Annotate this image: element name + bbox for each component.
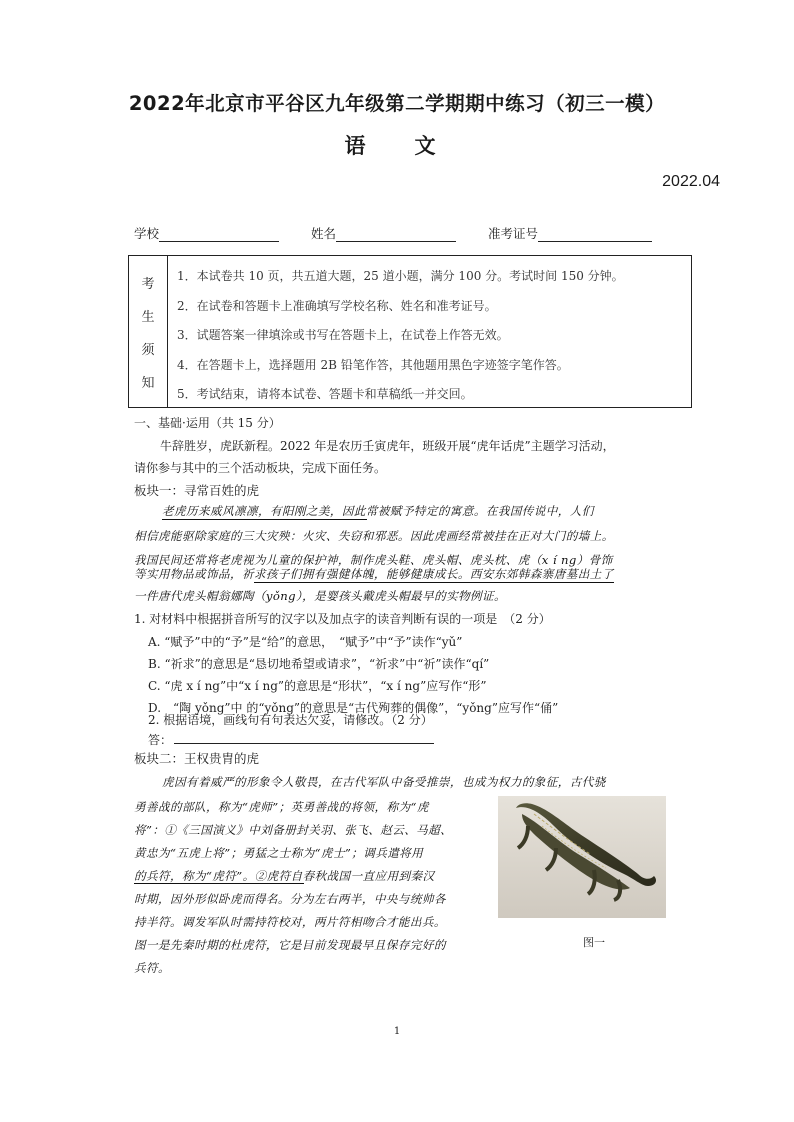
name-label: 姓名 [311, 226, 337, 241]
student-info-row [134, 224, 664, 242]
answer-blank[interactable] [174, 743, 434, 744]
notice-label-char: 生 [141, 309, 155, 325]
school-blank[interactable] [159, 227, 279, 242]
school-field[interactable] [134, 224, 279, 242]
exam-id-label: 准考证号 [488, 226, 539, 241]
figure-caption: 图一 [583, 936, 605, 949]
passage-line: 黄忠为“五虎上将”；勇猛之士称为“虎士”；调兵遣将用 [134, 846, 424, 860]
notice-items [177, 262, 687, 410]
notice-label-char: 考 [141, 276, 155, 292]
option-a[interactable]: A. “赋予”中的“予”是“给”的意思， “赋予”中“予”读作“yǔ” [148, 635, 463, 649]
name-blank[interactable] [336, 227, 456, 242]
option-d[interactable]: D. “陶 yǒng”中 的“yǒng”的意思是“古代殉葬的偶像”，“yǒng”应写作“俑” [148, 701, 559, 715]
passage-line: 的兵符，称为“虎符”。②虎符自春秋战国一直应用到秦汉 [134, 869, 435, 883]
section-heading: 一、基础·运用（共 15 分） [134, 416, 281, 430]
block-title: 板块二：王权贵胄的虎 [134, 751, 260, 766]
name-field[interactable] [311, 224, 456, 242]
exam-id-field[interactable] [488, 224, 652, 242]
block-title: 板块一：寻常百姓的虎 [134, 483, 260, 498]
intro-text: 请你参与其中的三个活动板块，完成下面任务。 [134, 461, 387, 475]
notice-item: 3．试题答案一律填涂或书写在答题卡上，在试卷上作答无效。 [177, 328, 509, 342]
intro-text: 牛辞胜岁，虎跃新程。2022 年是农历壬寅虎年，班级开展“虎年话虎”主题学习活动， [160, 439, 615, 453]
passage-line: 等实用物品或饰品，祈求孩子们拥有强健体魄，能够健康成长。西安东郊韩森寨唐墓出土了 [134, 567, 614, 581]
passage-line: 虎因有着威严的形象令人敬畏，在古代军队中备受推崇，也成为权力的象征，古代骁 [162, 775, 606, 789]
notice-item: 2．在试卷和答题卡上准确填写学校名称、姓名和准考证号。 [177, 298, 497, 313]
passage-line: 将”：①《三国演义》中刘备册封关羽、张飞、赵云、马超、 [134, 823, 453, 837]
option-c[interactable]: C. “虎 x í ng”中“x í ng”的意思是“形状”，“x í ng”应写作“形” [148, 679, 487, 693]
notice-item: 5．考试结束，请将本试卷、答题卡和草稿纸一并交回。 [177, 387, 473, 401]
page-title: 2022年北京市平谷区九年级第二学期期中练习（初三一模） [128, 92, 666, 115]
exam-notice-box [128, 255, 692, 408]
question-2-stem: 2. 根据语境，画线句有句表达欠妥，请修改。（2 分） [148, 713, 433, 727]
notice-label-char: 知 [141, 375, 155, 391]
passage-line: 兵符。 [134, 961, 170, 975]
question-1-stem: 1. 对材料中根据拼音所写的汉字以及加点字的读音判断有误的一项是 （2 分） [134, 612, 551, 626]
tiger-tally-image [498, 796, 666, 918]
passage-line: 我国民间还常将老虎视为儿童的保护神，制作虎头鞋、虎头帽、虎头枕、虎（x í ng）骨饰 [134, 553, 613, 567]
exam-date: 2022.04 [662, 173, 720, 190]
notice-item: 4．在答题卡上，选择题用 2B 铅笔作答，其他题用黑色字迹签字笔作答。 [177, 357, 569, 372]
page-number: 1 [393, 1026, 401, 1037]
school-label: 学校 [134, 226, 160, 241]
notice-item: 1．本试卷共 10 页，共五道大题，25 道小题，满分 100 分。考试时间 150 分钟。 [177, 269, 624, 283]
exam-id-blank[interactable] [538, 227, 652, 242]
passage-line: 老虎历来威风凛凛，有阳刚之美，因此常被赋予特定的寓意。在我国传说中，人们 [162, 504, 594, 518]
notice-label-char: 须 [141, 342, 155, 358]
option-b[interactable]: B. “祈求”的意思是“恳切地希望或请求”，“祈求”中“祈”读作“qí” [148, 657, 490, 671]
notice-label [129, 256, 168, 407]
passage-line: 持半符。调发军队时需持符校对，两片符相吻合才能出兵。 [134, 915, 446, 929]
underline-mark [134, 883, 304, 884]
subject-title: 语 文 [344, 134, 450, 158]
underline-mark [162, 519, 367, 520]
passage-line: 勇善战的部队，称为“虎师”；英勇善战的将领，称为“虎 [134, 800, 429, 814]
passage-line: 相信虎能驱除家庭的三大灾殃：火灾、失窃和邪恶。因此虎画经常被挂在正对大门的墙上。 [134, 529, 614, 543]
underline-mark [254, 582, 614, 583]
passage-line: 一件唐代虎头帽翁娜陶（yǒng），是婴孩头戴虎头帽最早的实物例证。 [134, 589, 507, 603]
passage-line: 时期，因外形似卧虎而得名。分为左右两半，中央与统帅各 [134, 892, 446, 906]
tiger-tally-illustration [498, 796, 666, 918]
answer-label: 答： [148, 733, 173, 747]
passage-line: 图一是先秦时期的杜虎符，它是目前发现最早且保存完好的 [134, 938, 446, 952]
